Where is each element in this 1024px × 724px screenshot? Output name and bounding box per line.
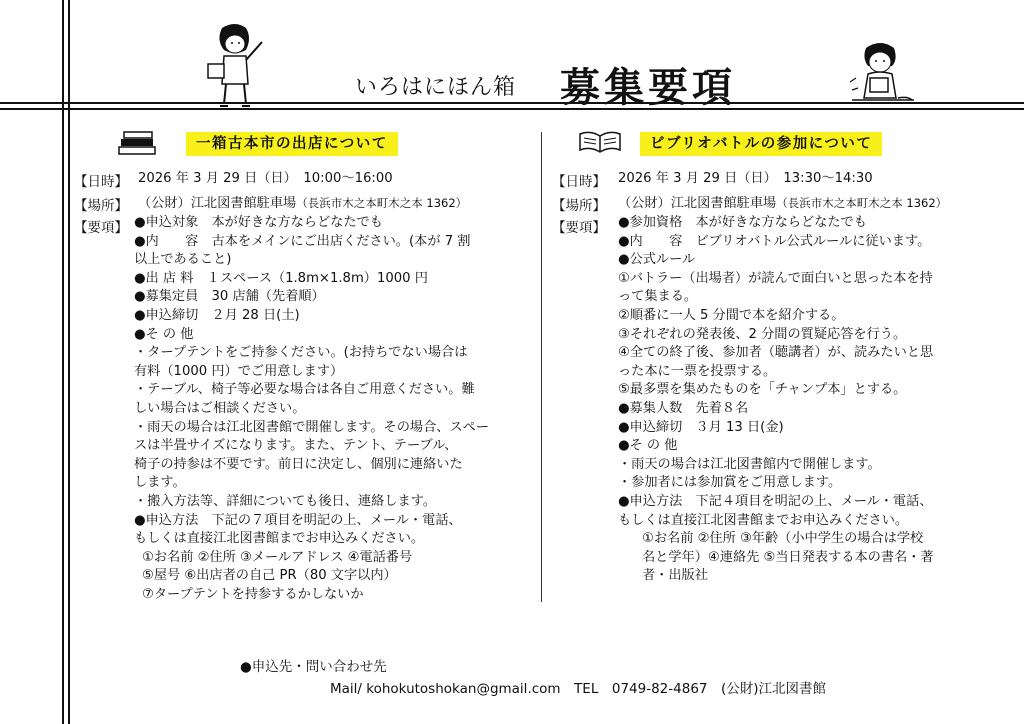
left-place-address: （長浜市木之本町木之本 1362）: [296, 196, 468, 210]
right-datetime: 2026 年 3 月 29 日（日） 13:30～14:30: [618, 171, 873, 186]
requirement-line: ①バトラー（出場者）が読んで面白いと思った本を持: [618, 270, 933, 286]
requirement-line: ⑦タープテントを持参するかしないか: [142, 586, 364, 602]
requirement-line: ●申込方法 下記４項目を明記の上、メール・電話、: [618, 493, 933, 509]
requirement-line: って集まる。: [618, 289, 698, 305]
right-place: [618, 194, 947, 214]
requirement-line: もしくは直接江北図書館までお申込みください。: [134, 531, 425, 547]
requirement-line: ・タープテントをご持参ください。(お持ちでない場合は: [134, 345, 468, 361]
requirement-line: ⑤屋号 ⑥出店者の自己 PR（80 文字以内）: [142, 568, 397, 584]
requirement-line: 者・出版社: [642, 568, 708, 584]
right-section-heading: ビブリオバトルの参加について: [640, 132, 882, 156]
requirement-line: ●そ の 他: [618, 438, 678, 454]
left-datetime-label: 【日時】: [74, 174, 128, 190]
requirement-line: ④全ての終了後、参加者（聴講者）が、読みたいと思: [618, 345, 934, 361]
requirement-line: ●申込方法 下記の７項目を明記の上、メール・電話、: [134, 512, 462, 528]
requirement-line: します。: [134, 475, 186, 491]
left-place-name: （公財）江北図書館駐車場: [138, 196, 297, 211]
requirement-line: もしくは直接江北図書館までお申込みください。: [618, 512, 909, 528]
requirement-line: ●申込対象 本が好きな方ならどなたでも: [134, 215, 383, 230]
requirement-line: ①お名前 ②住所 ③年齢（小中学生の場合は学校: [642, 531, 924, 547]
requirement-line: ・雨天の場合は江北図書館内で開催します。: [618, 456, 881, 472]
child-reading-icon: [200, 20, 270, 115]
requirement-line: ・雨天の場合は江北図書館で開催します。その場合、スペー: [134, 419, 490, 435]
left-requirements-label: 【要項】: [74, 220, 128, 236]
left-place: [138, 194, 467, 214]
requirement-line: ●募集人数 先着８名: [618, 400, 749, 416]
requirement-line: 椅子の持参は不要です。前日に決定し、個別に連絡いた: [134, 456, 463, 472]
requirement-line: スは半畳サイズになります。また、テント、テーブル、: [134, 438, 458, 454]
requirement-line: 名と学年）④連絡先 ⑤当日発表する本の書名・著: [642, 549, 934, 565]
requirement-line: ●公式ルール: [618, 252, 696, 268]
page-title: 募集要項: [560, 64, 736, 111]
requirement-line: った本に一票を投票する。: [618, 363, 777, 379]
right-requirements-list: [618, 214, 934, 586]
requirement-line: ①お名前 ②住所 ③メールアドレス ④電話番号: [142, 549, 413, 565]
requirement-line: 以上であること): [134, 252, 232, 268]
column-divider: [541, 132, 542, 602]
right-place-name: （公財）江北図書館駐車場: [618, 196, 777, 211]
left-requirements-list: [134, 214, 489, 604]
requirement-line: ●申込締切 ２月 28 日(土): [134, 307, 300, 323]
right-datetime-label: 【日時】: [552, 174, 606, 190]
child-sitting-reading-icon: [848, 38, 918, 110]
contact-label: ●申込先・問い合わせ先: [240, 659, 387, 675]
requirement-line: ●そ の 他: [134, 326, 194, 342]
open-book-icon: [578, 130, 622, 154]
right-requirements-label: 【要項】: [552, 220, 606, 236]
left-section-heading: 一箱古本市の出店について: [186, 132, 398, 156]
requirement-line: ●申込締切 ３月 13 日(金): [618, 419, 784, 435]
requirement-line: ●内 容 古本をメインにご出店ください。(本が 7 割: [134, 233, 471, 249]
requirement-line: ②順番に一人 5 分間で本を紹介する。: [618, 307, 845, 323]
requirement-line: ・搬入方法等、詳細についても後日、連絡します。: [134, 493, 436, 509]
requirement-line: 有料（1000 円）でご用意します）: [134, 363, 344, 379]
requirement-line: ●募集定員 30 店舗（先着順）: [134, 289, 325, 305]
requirement-line: ③それぞれの発表後、2 分間の質疑応答を行う。: [618, 326, 907, 342]
left-datetime: 2026 年 3 月 29 日（日） 10:00～16:00: [138, 171, 393, 186]
book-stack-icon: [118, 130, 158, 156]
brand-name: いろはにほん箱: [355, 75, 517, 100]
requirement-line: しい場合はご相談ください。: [134, 400, 306, 416]
requirement-line: ●参加資格 本が好きな方ならどなたでも: [618, 215, 867, 230]
requirement-line: ⑤最多票を集めたものを「チャンプ本」とする。: [618, 382, 907, 398]
right-place-label: 【場所】: [552, 198, 606, 214]
requirement-line: ●内 容 ビブリオバトル公式ルールに従います。: [618, 233, 931, 249]
requirement-line: ・テーブル、椅子等必要な場合は各自ご用意ください。難: [134, 382, 475, 398]
contact-details: Mail/ kohokutoshokan@gmail.com TEL 0749-82-4867 (公財)江北図書館: [330, 681, 827, 697]
requirement-line: ・参加者には参加賞をご用意します。: [618, 475, 842, 491]
left-place-label: 【場所】: [74, 198, 128, 214]
requirement-line: ●出 店 料 １スペース（1.8m×1.8m）1000 円: [134, 270, 428, 286]
right-place-address: （長浜市木之本町木之本 1362）: [776, 196, 948, 210]
